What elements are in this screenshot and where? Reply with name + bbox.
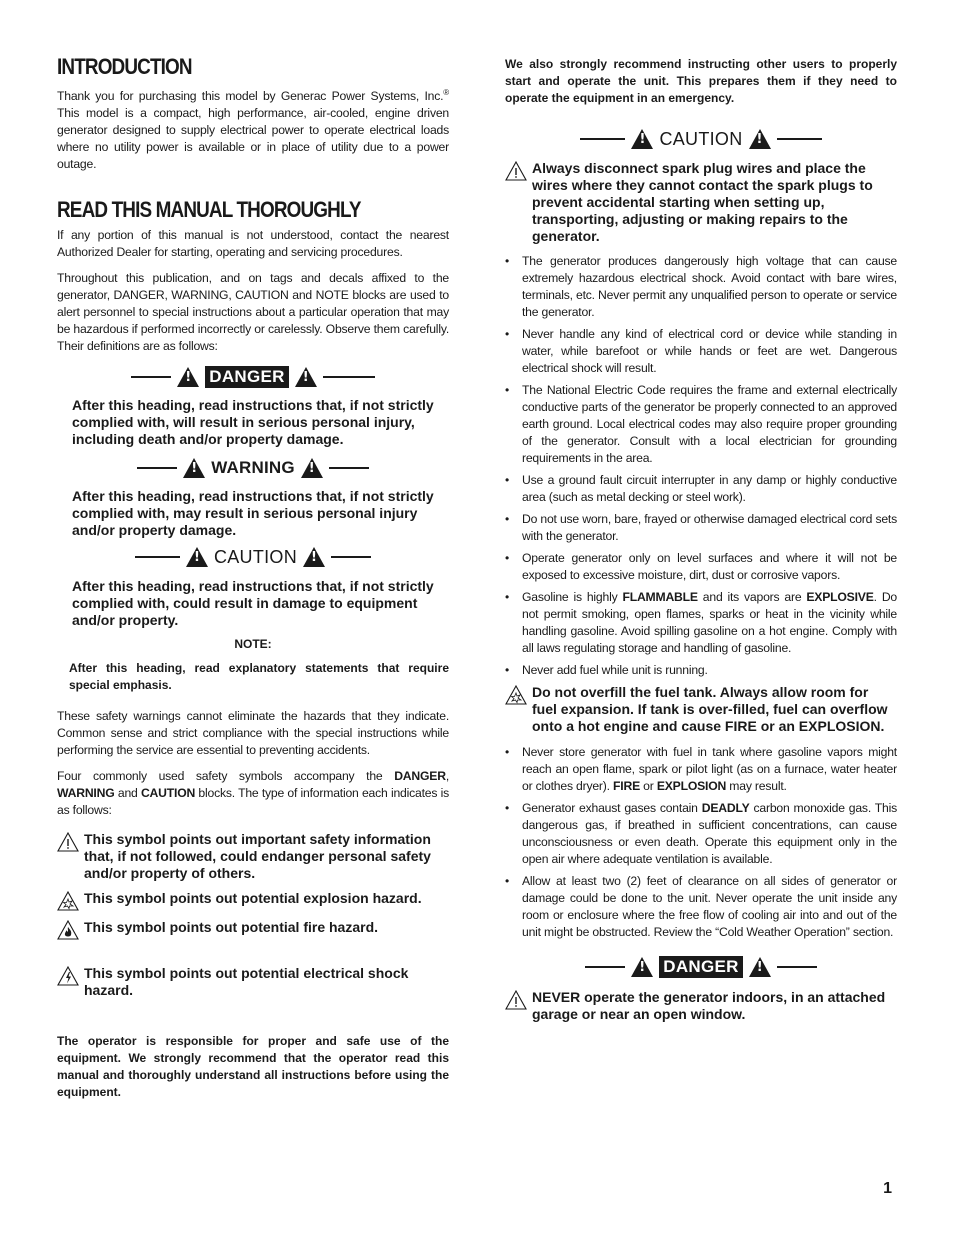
caution-signal-header (57, 543, 449, 571)
warning-signal-header (57, 454, 449, 482)
general-alert-icon (57, 832, 79, 852)
caution-label: CAUTION (659, 128, 743, 149)
danger-definition: After this heading, read instructions that, if not strictly complied with, will result in serious personal injury, including death and/or property damage. (72, 397, 434, 448)
explosion-icon (57, 891, 79, 911)
indoor-danger (505, 989, 897, 1023)
alert-triangle-icon (749, 129, 771, 149)
read-manual-heading: READ THIS MANUAL THOROUGHLY (57, 197, 361, 223)
operator-responsibility-note: The operator is responsible for proper and safe use of the equipment. We strongly recommend that the operator read this manual and thoroughly understand all instructions before using the equipment. (57, 1034, 449, 1100)
right-column (505, 56, 897, 1023)
alert-triangle-icon (303, 547, 325, 567)
list-item: • Use a ground fault circuit interrupter in any damp or highly conductive area (such as metal decking or steel work). (505, 472, 897, 506)
electrical-safety-list (505, 253, 897, 679)
fire-icon (57, 920, 79, 940)
symbol-row-explosion (57, 890, 449, 911)
danger-signal-header-right (505, 953, 897, 981)
general-alert-icon (505, 990, 527, 1010)
list-item: • Gasoline is highly FLAMMABLE and its vapors are EXPLOSIVE. Do not permit smoking, open flames, sparks or heat in the vicinity while handling gasoline. Avoid spilling gasoline on a hot engine. Comply with all laws regulating storage and handling of gasoline. (505, 589, 897, 657)
warning-definition: After this heading, read instructions that, if not strictly complied with, may result in serious personal injury and/or property damage. (72, 488, 434, 539)
note-label: NOTE: (234, 637, 272, 652)
fuel-exhaust-list (505, 744, 897, 941)
danger-label: DANGER (205, 366, 288, 388)
alert-triangle-icon (295, 367, 317, 387)
spark-plug-caution-text: Always disconnect spark plug wires and place the wires where they cannot contact the spark plugs to prevent accidental starting when setting up, transporting, adjusting or making repairs to the generator. (532, 160, 873, 244)
symbol-row-shock (57, 965, 449, 999)
list-item: • Never add fuel while unit is running. (505, 662, 897, 679)
indoor-danger-text: NEVER operate the generator indoors, in an attached garage or near an open window. (532, 989, 886, 1022)
safety-warnings-paragraph: These safety warnings cannot eliminate the hazards that they indicate. Common sense and strict compliance with the special instructions while performing the service are essential to preventing accidents. (57, 709, 449, 758)
overfill-warning (505, 684, 897, 735)
general-alert-icon (505, 161, 527, 181)
page-number: 1 (883, 1180, 892, 1197)
explosion-icon (505, 685, 527, 705)
warning-label: WARNING (211, 458, 295, 478)
caution-label: CAUTION (213, 546, 298, 567)
spark-plug-caution (505, 160, 897, 245)
caution-signal-header-right (505, 125, 897, 153)
list-item: • Operate generator only on level surfaces and where it will not be exposed to excessive moisture, dirt, dust or corrosive vapors. (505, 550, 897, 584)
list-item: • Never store generator with fuel in tank where gasoline vapors might reach an open flame, spark or pilot light (as on a furnace, water heater or clothes dryer). FIRE or EXPLOSION may result. (505, 744, 897, 795)
alert-triangle-icon (186, 547, 208, 567)
alert-triangle-icon (177, 367, 199, 387)
list-item: • Allow at least two (2) feet of clearance on all sides of generator or damage could be done to the unit. Never operate the unit inside any room or enclosure where the free flow of cooling air into and out of the unit might be obstructed. Review the “Cold Weather Operation” section. (505, 873, 897, 941)
list-item: • Do not use worn, bare, frayed or otherwise damaged electrical cord sets with the generator. (505, 511, 897, 545)
list-item: • Never handle any kind of electrical cord or device while standing in water, while barefoot or while hands or feet are wet. Dangerous electrical shock will result. (505, 326, 897, 377)
read-manual-paragraph-1: If any portion of this manual is not understood, contact the nearest Authorized Dealer for starting, operating and servicing procedures. (57, 228, 449, 260)
alert-triangle-icon (301, 458, 323, 478)
list-item: • The generator produces dangerously high voltage that can cause extremely hazardous electrical shock. Avoid contact with bare wires, terminals, etc. Never permit any unqualified person to operate or service the generator. (505, 253, 897, 321)
caution-definition: After this heading, read instructions that, if not strictly complied with, could result in damage to equipment and/or property. (72, 578, 434, 629)
alert-triangle-icon (631, 129, 653, 149)
alert-triangle-icon (749, 957, 771, 977)
electrical-shock-icon (57, 966, 79, 986)
symbol-row-general (57, 831, 449, 882)
symbol-text-fire: This symbol points out potential fire hazard. (84, 919, 379, 936)
read-manual-paragraph-2: Throughout this publication, and on tags and decals affixed to the generator, DANGER, WARNING, CAUTION and NOTE blocks are used to alert personnel to special instructions about a particular operation that may be hazardous if performed incorrectly or carelessly. Observe them carefully. Their definitions are as follows: (57, 271, 449, 354)
symbol-text-general: This symbol points out important safety information that, if not followed, could endanger personal safety and/or property of others. (84, 831, 431, 882)
note-definition: After this heading, read explanatory statements that require special emphasis. (69, 661, 449, 693)
introduction-paragraph: Thank you for purchasing this model by Generac Power Systems, Inc.® This model is a compact, high performance, air-cooled, engine driven generator designed to supply electrical power to operate electrical loads where no utility power is available or in place of utility due to a power outage. (57, 88, 449, 172)
symbol-text-explosion: This symbol points out potential explosion hazard. (84, 890, 422, 907)
list-item: • The National Electric Code requires the frame and external electrically conductive parts of the generator be properly connected to an approved earth ground. Local electrical codes may also require proper grounding of the generator. Consult with a local electrician for grounding requirements in the area. (505, 382, 897, 467)
alert-triangle-icon (183, 458, 205, 478)
alert-triangle-icon (631, 957, 653, 977)
danger-signal-header (57, 363, 449, 391)
danger-label: DANGER (659, 956, 742, 978)
list-item: • Generator exhaust gases contain DEADLY carbon monoxide gas. This dangerous gas, if breathed in sufficient concentrations, can cause unconsciousness or even death. Operate this equipment only in the open air where adequate ventilation is available. (505, 800, 897, 868)
symbol-text-shock: This symbol points out potential electrical shock hazard. (84, 965, 409, 999)
safety-symbols-paragraph: Four commonly used safety symbols accompany the DANGER, WARNING and CAUTION blocks. The type of information each indicates is as follows: (57, 769, 449, 818)
left-column (57, 54, 449, 1101)
recommend-instructing-paragraph: We also strongly recommend instructing other users to properly start and operate the unit. This prepares them if they need to operate the equipment in an emergency. (505, 57, 897, 105)
introduction-heading: INTRODUCTION (57, 54, 192, 79)
symbol-row-fire (57, 919, 449, 940)
overfill-warning-text: Do not overfill the fuel tank. Always allow room for fuel expansion. If tank is over-filled, fuel can overflow onto a hot engine and cause FIRE or an EXPLOSION. (532, 684, 888, 734)
